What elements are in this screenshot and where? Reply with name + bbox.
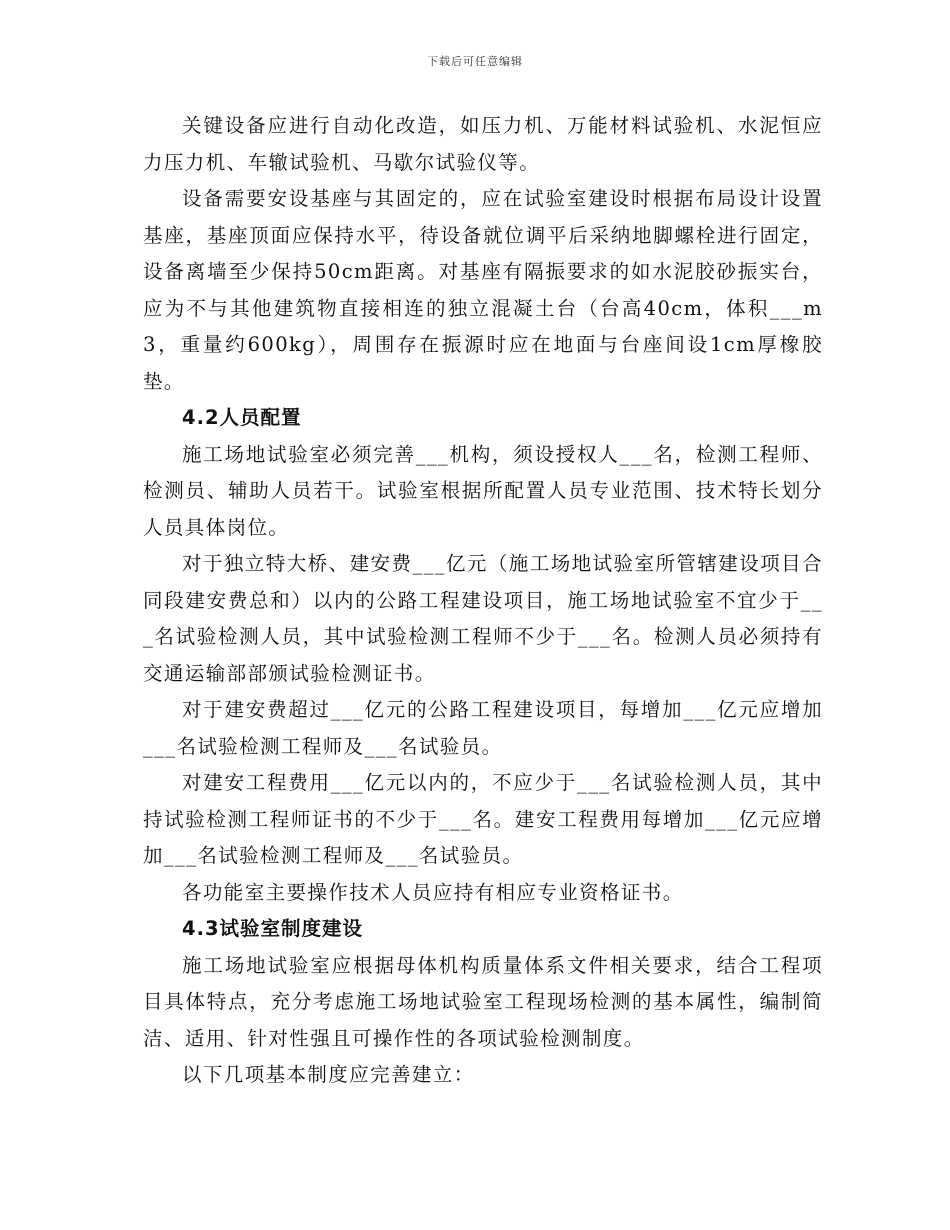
header-note: 下载后可任意编辑 xyxy=(427,55,523,68)
paragraph-equipment-automation: 关键设备应进行自动化改造，如压力机、万能材料试验机、水泥恒应力压力机、车辙试验机、马歇尔试验仪等。 xyxy=(143,114,823,174)
section-heading-staffing: 4.2人员配置 xyxy=(182,406,302,429)
paragraph-construction-cost: 对建安工程费用___亿元以内的，不应少于___名试验检测人员，其中持试验检测工程师证书的不少于___名。建安工程费用每增加___亿元应增加___名试验检测工程师及___名试验员。 xyxy=(143,771,823,867)
paragraph-bridge-projects: 对于独立特大桥、建安费___亿元（施工场地试验室所管辖建设项目合同段建安费总和）以内的公路工程建设项目，施工场地试验室不宜少于___名试验检测人员，其中试验检测工程师不少于___名。检测人员必须持有交通运输部部颁试验检测证书。 xyxy=(143,552,823,685)
paragraph-certificates: 各功能室主要操作技术人员应持有相应专业资格证书。 xyxy=(182,880,684,904)
paragraph-lab-rules: 施工场地试验室应根据母体机构质量体系文件相关要求，结合工程项目具体特点，充分考虑施工场地试验室工程现场检测的基本属性，编制简洁、适用、针对性强且可操作性的各项试验检测制度。 xyxy=(143,953,823,1050)
paragraph-cost-increase: 对于建安费超过___亿元的公路工程建设项目，每增加___亿元应增加___名试验检测工程师及___名试验员。 xyxy=(143,698,823,758)
paragraph-lab-organization: 施工场地试验室必须完善___机构，须设授权人___名，检测工程师、检测员、辅助人员若干。试验室根据所配置人员专业范围、技术特长划分人员具体岗位。 xyxy=(143,442,823,539)
paragraph-equipment-base: 设备需要安设基座与其固定的，应在试验室建设时根据布局设计设置基座，基座顶面应保持水平，待设备就位调平后采纳地脚螺栓进行固定，设备离墙至少保持50cm距离。对基座有隔振要求的如水泥胶砂振实台，应为不与其他建筑物直接相连的独立混凝土台（台高40cm，体积___m3，重量约600kg），周围存在振源时应在地面与台座间设1cm厚橡胶垫。 xyxy=(143,187,823,393)
section-heading-lab-rules: 4.3试验室制度建设 xyxy=(182,917,364,940)
paragraph-basic-rules: 以下几项基本制度应完善建立： xyxy=(182,1063,475,1086)
document-body xyxy=(143,108,823,1094)
